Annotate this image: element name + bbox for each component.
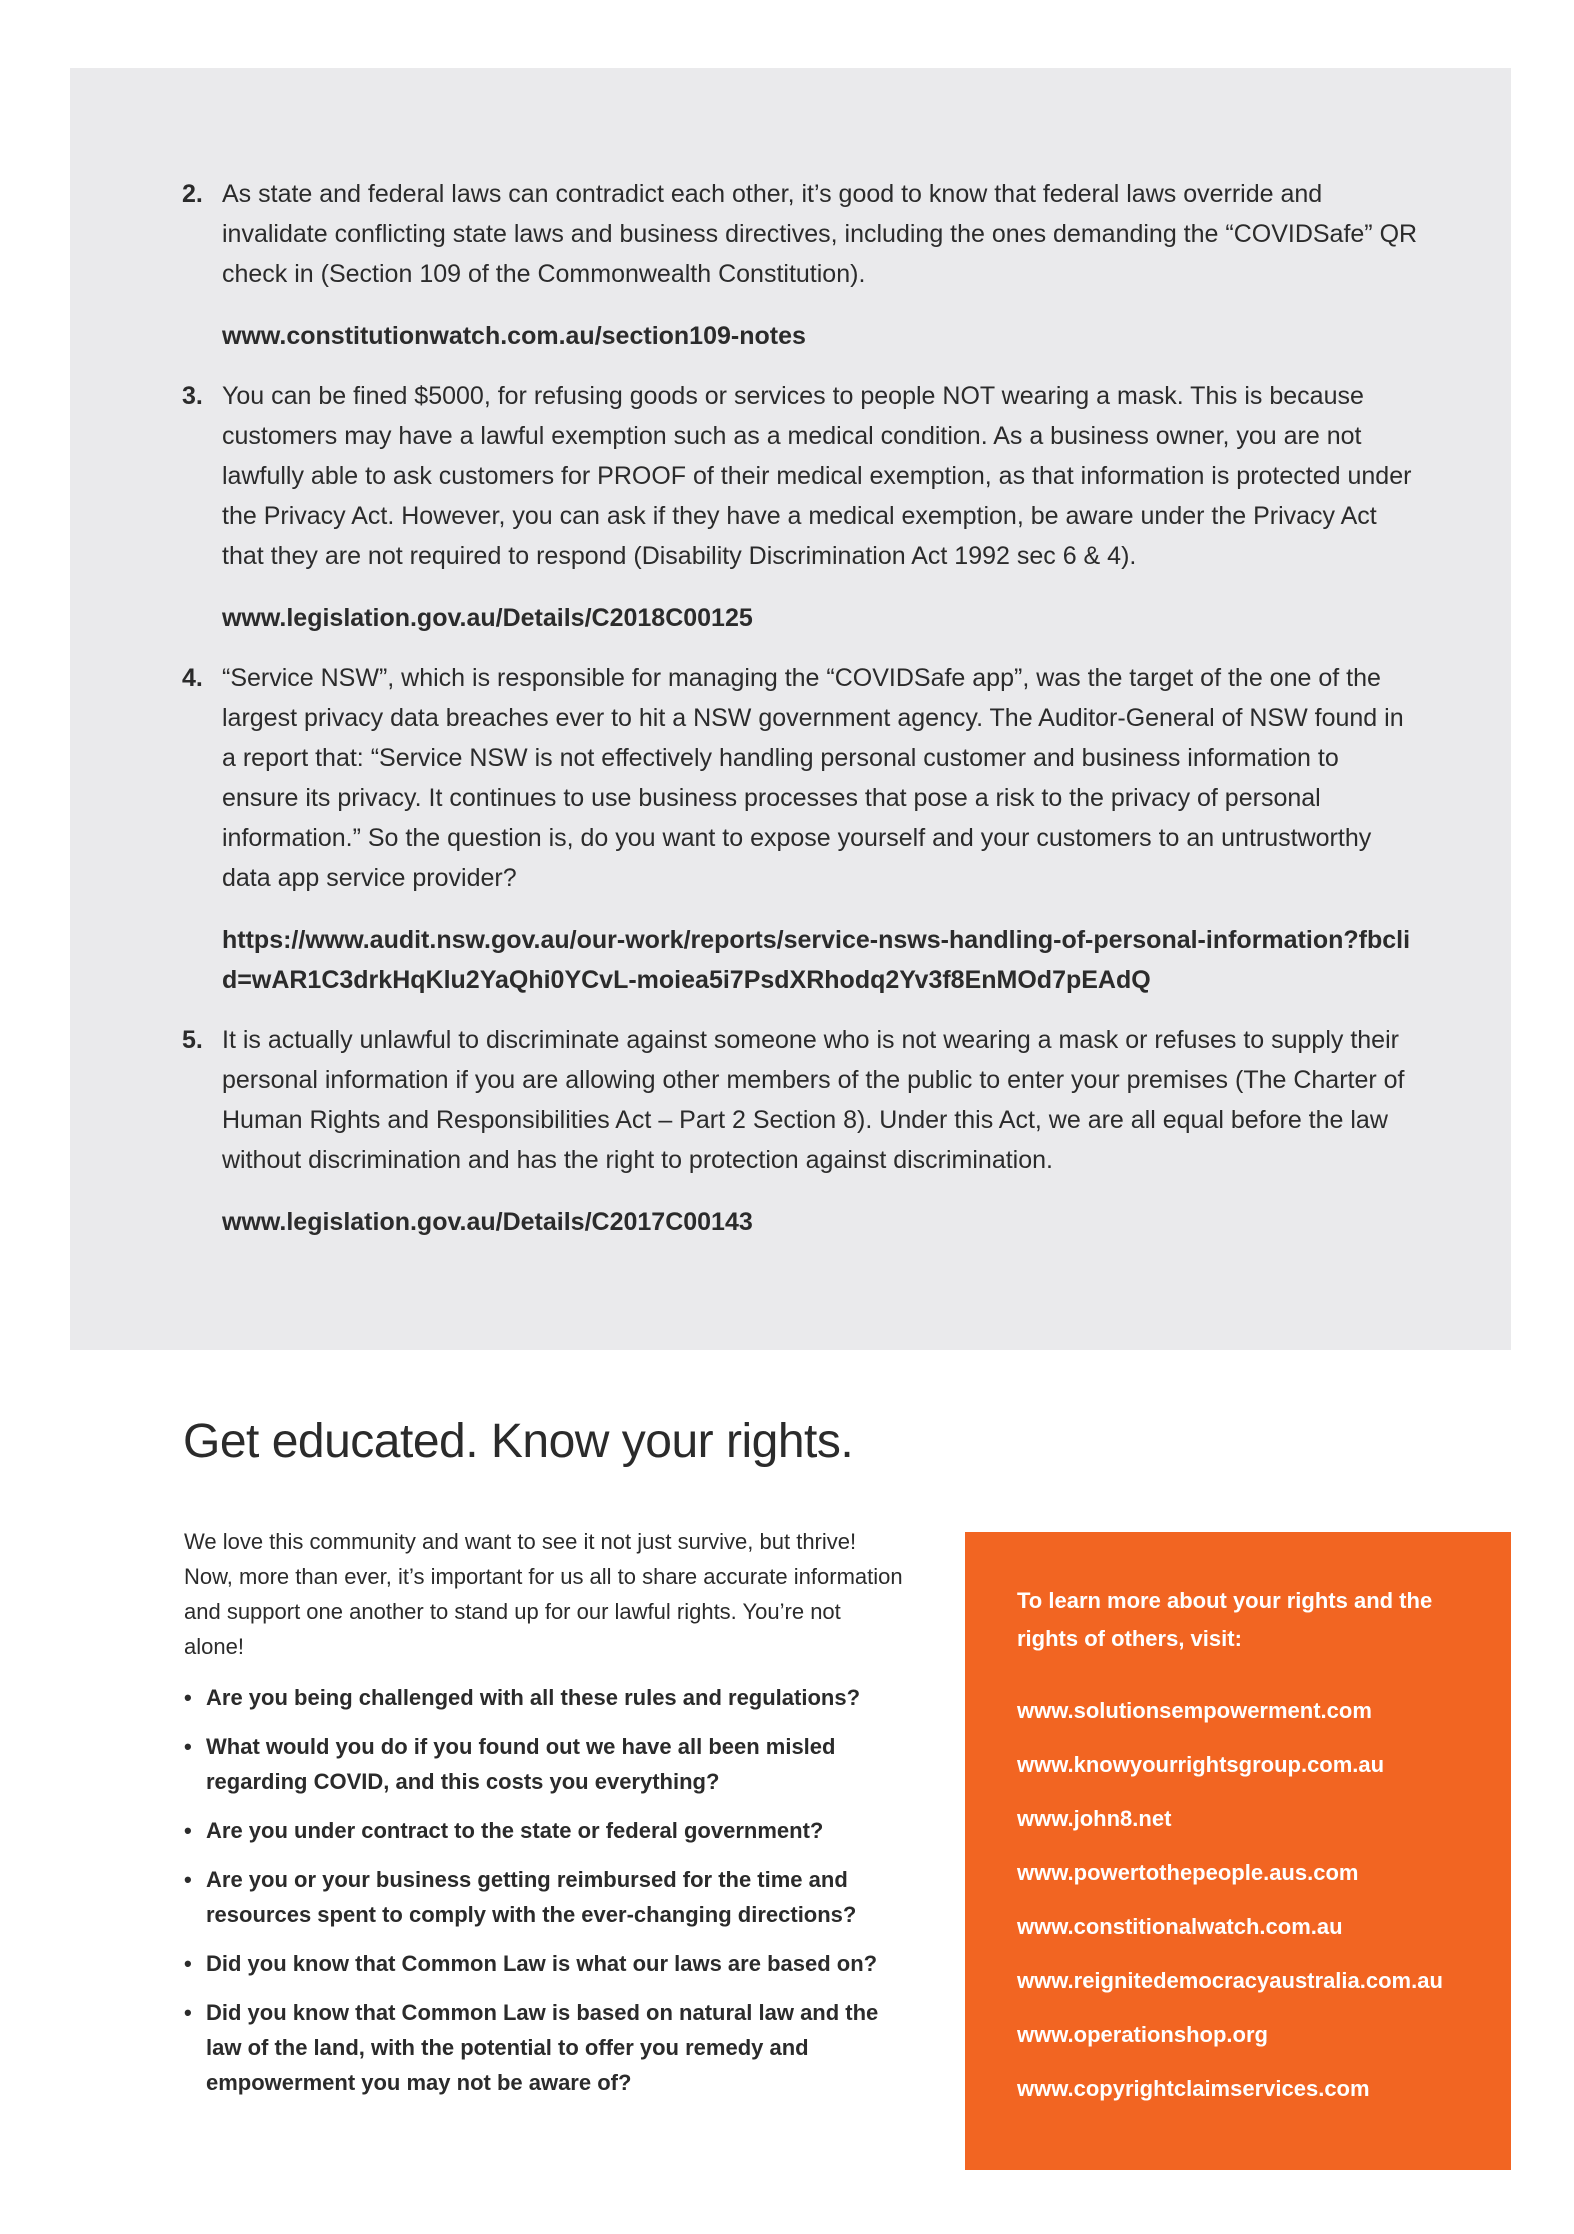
bullet-icon: • xyxy=(184,1867,192,1892)
bullet-icon: • xyxy=(184,1951,192,1976)
resource-link[interactable]: www.reignitedemocracyaustralia.com.au xyxy=(1017,1968,1443,1993)
question-text: Are you or your business getting reimbursed for the time and resources spent to comply with the ever-changing directions? xyxy=(206,1867,857,1927)
rights-item-3 xyxy=(180,376,1420,638)
rights-item-2 xyxy=(180,174,1420,356)
resources-panel xyxy=(965,1532,1511,2170)
resources-links xyxy=(1017,1694,1443,2126)
question-item xyxy=(184,1729,904,1799)
bullet-icon: • xyxy=(184,1818,192,1843)
intro-paragraph: We love this community and want to see it not just survive, but thrive! Now, more than ever, it’s important for us all to share accurate information and support one another to stand up for our lawful rights. You’re not alone! xyxy=(184,1529,903,1659)
rights-item-5 xyxy=(180,1020,1420,1242)
question-item xyxy=(184,1862,904,1932)
item-number: 2. xyxy=(182,180,203,208)
section-heading: Get educated. Know your rights. xyxy=(183,1415,854,1468)
question-text: Did you know that Common Law is based on natural law and the law of the land, with the potential to offer you remedy and empowerment you may not be aware of? xyxy=(206,2000,879,2095)
resource-link[interactable]: www.knowyourrightsgroup.com.au xyxy=(1017,1752,1385,1777)
resource-link[interactable]: www.powertothepeople.aus.com xyxy=(1017,1860,1359,1885)
item-number: 5. xyxy=(182,1026,203,1054)
question-item xyxy=(184,1995,904,2100)
resources-title: To learn more about your rights and the rights of others, visit: xyxy=(1017,1588,1433,1651)
resource-link[interactable]: www.solutionsempowerment.com xyxy=(1017,1698,1372,1723)
resource-link[interactable]: www.copyrightclaimservices.com xyxy=(1017,2076,1370,2101)
item-link[interactable]: www.legislation.gov.au/Details/C2018C00125 xyxy=(222,604,753,632)
question-item xyxy=(184,1946,904,1981)
questions-list xyxy=(184,1680,904,2114)
bullet-icon: • xyxy=(184,1734,192,1759)
question-text: Are you being challenged with all these rules and regulations? xyxy=(206,1685,861,1710)
item-number: 4. xyxy=(182,664,203,692)
question-text: Did you know that Common Law is what our laws are based on? xyxy=(206,1951,878,1976)
resource-link[interactable]: www.constitionalwatch.com.au xyxy=(1017,1914,1343,1939)
item-link[interactable]: www.constitutionwatch.com.au/section109-notes xyxy=(222,322,806,350)
resource-link[interactable]: www.operationshop.org xyxy=(1017,2022,1268,2047)
item-text: “Service NSW”, which is responsible for managing the “COVIDSafe app”, was the target of the one of the largest privacy data breaches ever to hit a NSW government agency. The Auditor-General of NSW found in a report that: “Service NSW is not effectively handling personal customer and business information to ensure its privacy. It continues to use business processes that pose a risk to the privacy of personal information.” So the question is, do you want to expose yourself and your customers to an untrustworthy data app service provider? xyxy=(222,664,1404,892)
bullet-icon: • xyxy=(184,1685,192,1710)
item-number: 3. xyxy=(182,382,203,410)
bullet-icon: • xyxy=(184,2000,192,2025)
item-text: It is actually unlawful to discriminate against someone who is not wearing a mask or refuses to supply their personal information if you are allowing other members of the public to enter your premises (The Charter of Human Rights and Responsibilities Act – Part 2 Section 8). Under this Act, we are all equal before the law without discrimination and has the right to protection against discrimination. xyxy=(222,1026,1405,1174)
item-link[interactable]: https://www.audit.nsw.gov.au/our-work/reports/service-nsws-handling-of-personal-information?fbclid=wAR1C3drkHqKlu2YaQhi0YCvL-moiea5i7PsdXRhodq2Yv3f8EnMOd7pEAdQ xyxy=(222,926,1411,994)
item-text: As state and federal laws can contradict each other, it’s good to know that federal laws override and invalidate conflicting state laws and business directives, including the ones demanding the “COVIDSafe” QR check in (Section 109 of the Commonwealth Constitution). xyxy=(222,180,1418,288)
question-item xyxy=(184,1813,904,1848)
resource-link[interactable]: www.john8.net xyxy=(1017,1806,1172,1831)
rights-numbered-list xyxy=(180,174,1420,1262)
item-link[interactable]: www.legislation.gov.au/Details/C2017C00143 xyxy=(222,1208,753,1236)
rights-item-4 xyxy=(180,658,1420,1000)
question-text: Are you under contract to the state or federal government? xyxy=(206,1818,824,1843)
item-text: You can be fined $5000, for refusing goods or services to people NOT wearing a mask. This is because customers may have a lawful exemption such as a medical condition. As a business owner, you are not lawfully able to ask customers for PROOF of their medical exemption, as that information is protected under the Privacy Act. However, you can ask if they have a medical exemption, be aware under the Privacy Act that they are not required to respond (Disability Discrimination Act 1992 sec 6 & 4). xyxy=(222,382,1412,570)
question-text: What would you do if you found out we have all been misled regarding COVID, and this costs you everything? xyxy=(206,1734,836,1794)
question-item xyxy=(184,1680,904,1715)
